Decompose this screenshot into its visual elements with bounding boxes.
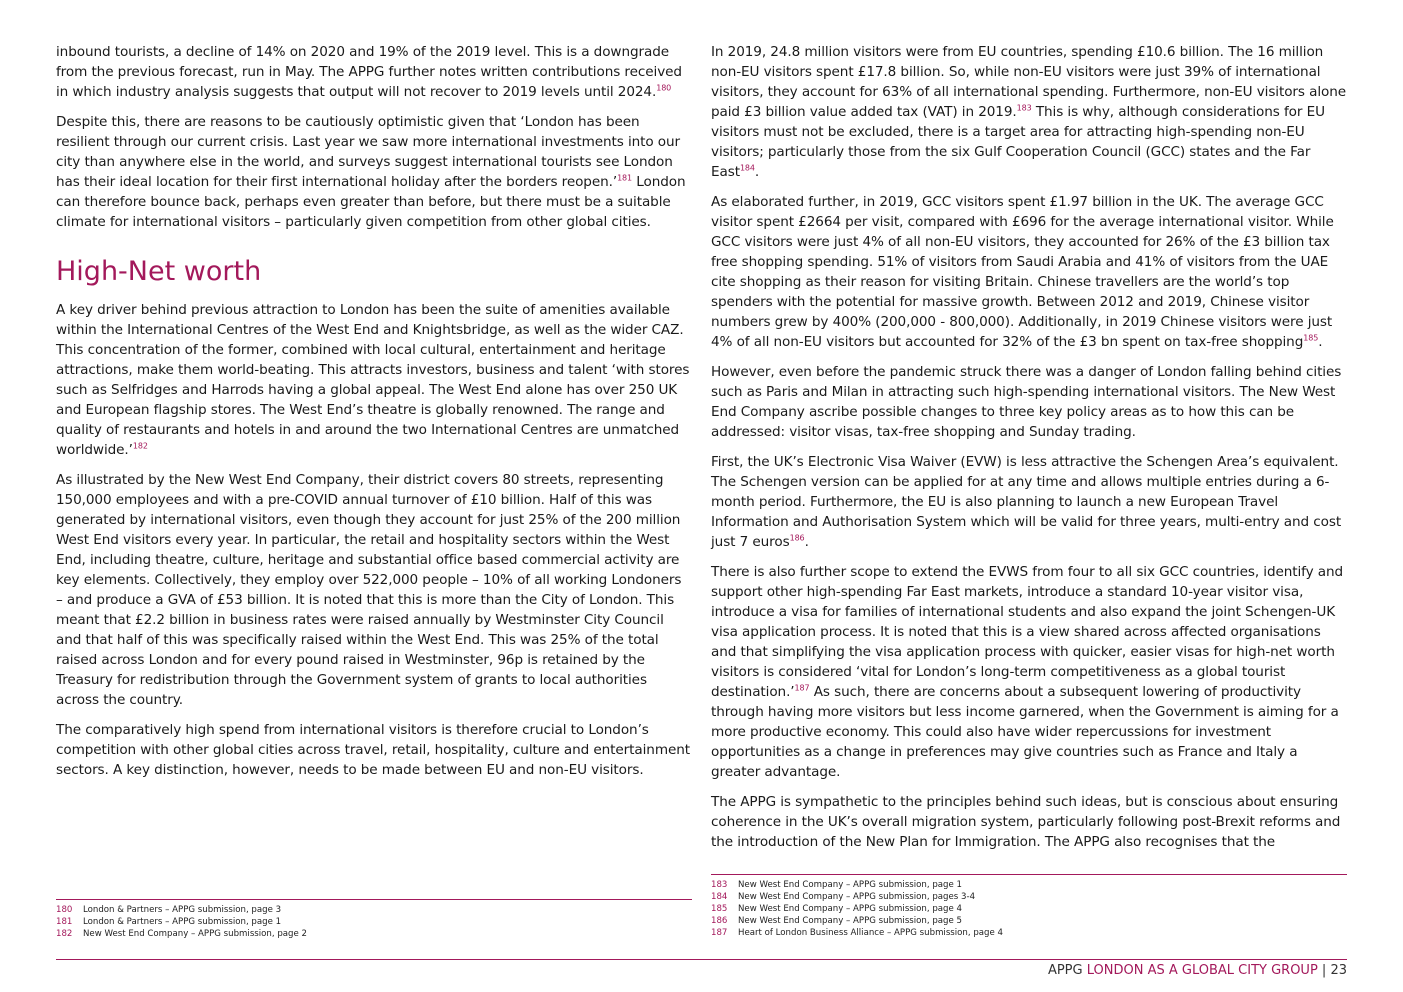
footnote-text: New West End Company – APPG submission, page 5 [738, 916, 962, 926]
footnote-ref[interactable]: 186 [789, 533, 805, 543]
footer-appg: APPG [1047, 963, 1083, 978]
footer-separator: | [1321, 963, 1327, 978]
footnote-text: New West End Company – APPG submission, page 2 [83, 929, 307, 939]
footnotes-right [711, 874, 1347, 939]
body-paragraph: As elaborated further, in 2019, GCC visitors spent £1.97 billion in the UK. The average GCC visitor spent £2664 per visit, compared with £696 for the average international visitor. While GCC visitors were just 4% of all non-EU visitors, they accounted for 26% of the £3 billion tax free shopping spending. 51% of visitors from Saudi Arabia and 41% of visitors from the UAE cite shopping as their reason for visiting Britain. Chinese travellers are the world’s top spenders with the potential for massive growth. Between 2012 and 2019, Chinese visitor numbers grew by 400% (200,000 - 800,000). Additionally, in 2019 Chinese visitors were just 4% of all non-EU visitors but accounted for 32% of the £3 bn spent on tax-free shopping$^{185}$. [711, 194, 1334, 350]
footnote-ref[interactable]: 182 [132, 441, 148, 451]
page-number: 23 [1330, 963, 1347, 978]
body-paragraph: In 2019, 24.8 million visitors were from EU countries, spending £10.6 billion. The 16 million non-EU visitors spent £17.8 billion. So, while non-EU visitors were just 39% of international visitors, they account for 63% of all international spending. Furthermore, non-EU visitors alone paid £3 billion value added tax (VAT) in 2019.$^{183}$ This is why, although considerations for EU visitors must not be excluded, there is a target area for attracting high-spending non-EU visitors; particularly those from the six Gulf Cooperation Council (GCC) states and the Far East$^{184}$. [711, 44, 1347, 180]
footnote-ref[interactable]: 187 [794, 683, 810, 693]
section-heading: High-Net worth [56, 256, 262, 287]
left-column [56, 42, 692, 790]
body-paragraph: There is also further scope to extend the EVWS from four to all six GCC countries, identify and support other high-spending Far East markets, introduce a standard 10-year visitor visa, introduce a visa for families of international students and also expand the joint Schengen-UK visa application process. It is noted that this is a view shared across affected organisations and that simplifying the visa application process with quicker, easier visas for high-net worth visitors is considered ‘vital for London’s long-term competitiveness as a global tourist destination.’$^{187}$ As such, there are concerns about a subsequent lowering of productivity through having more visitors but less income garnered, when the Government is aiming for a more productive economy. This could also have wider repercussions for investment opportunities as a change in preferences may give countries such as France and Italy a greater advantage. [711, 564, 1344, 780]
footnote [56, 904, 692, 916]
footnote-number: 184 [711, 892, 728, 902]
footnote-number: 181 [56, 917, 73, 927]
footnotes-left [56, 899, 692, 940]
footnote-number: 183 [711, 880, 728, 890]
footnote-text: London & Partners – APPG submission, page 1 [83, 917, 282, 927]
footer-divider [56, 959, 1347, 960]
footnote-text: Heart of London Business Alliance – APPG submission, page 4 [738, 928, 1003, 938]
body-paragraph: The APPG is sympathetic to the principles behind such ideas, but is conscious about ensuring coherence in the UK’s overall migration system, particularly following post-Brexit reforms and the introduction of the New Plan for Immigration. The APPG also recognises that the [711, 794, 1341, 850]
footnote-number: 187 [711, 928, 728, 938]
footnote-number: 182 [56, 929, 73, 939]
body-paragraph: First, the UK’s Electronic Visa Waiver (EVW) is less attractive the Schengen Area’s equivalent. The Schengen version can be applied for at any time and allows multiple entries during a 6-month period. Furthermore, the EU is also planning to launch a new European Travel Information and Authorisation System which will be valid for three years, multi-entry and cost just 7 euros$^{186}$. [711, 454, 1342, 550]
body-paragraph: However, even before the pandemic struck there was a danger of London falling behind cities such as Paris and Milan in attracting such high-spending international visitors. The New West End Company ascribe possible changes to three key policy areas as to how this can be addressed: visitor visas, tax-free shopping and Sunday trading. [711, 364, 1342, 440]
footnote-text: New West End Company – APPG submission, page 4 [738, 904, 962, 914]
footnote-ref[interactable]: 181 [617, 173, 633, 183]
footnote-text: New West End Company – APPG submission, page 1 [738, 880, 962, 890]
page-footer [1048, 962, 1347, 980]
footnote-number: 180 [56, 905, 73, 915]
body-paragraph: Despite this, there are reasons to be cautiously optimistic given that ‘London has been resilient through our current crisis. Last year we saw more international investments into our city than anywhere else in the world, and surveys suggest international tourists see London has their ideal location for their first international holiday after the borders reopen.’$^{181}$ London can therefore bounce back, perhaps even greater than before, but there must be a suitable climate for international visitors – particularly given competition from other global cities. [56, 114, 686, 230]
footnote [711, 927, 1347, 939]
footnote [711, 879, 1347, 891]
footnote-number: 186 [711, 916, 728, 926]
footnote [711, 915, 1347, 927]
footer-group-name: LONDON AS A GLOBAL CITY GROUP [1086, 963, 1318, 978]
right-column [711, 42, 1347, 862]
footnote-ref[interactable]: 183 [1016, 103, 1032, 113]
footnote-text: New West End Company – APPG submission, pages 3-4 [738, 892, 976, 902]
footnote [56, 928, 692, 940]
body-paragraph: The comparatively high spend from international visitors is therefore crucial to London’s competition with other global cities across travel, retail, hospitality, culture and entertainment sectors. A key distinction, however, needs to be made between EU and non-EU visitors. [56, 722, 690, 778]
body-paragraph: As illustrated by the New West End Company, their district covers 80 streets, representing 150,000 employees and with a pre-COVID annual turnover of £10 billion. Half of this was generated by international visitors, even though they account for just 25% of the 200 million West End visitors every year. In particular, the retail and hospitality sectors within the West End, including theatre, culture, heritage and substantial office based commercial activity are key elements. Collectively, they employ over 522,000 people – 10% of all working Londoners – and produce a GVA of £53 billion. It is noted that this is more than the City of London. This meant that £2.2 billion in business rates were raised annually by Westminster City Council and that half of this was specifically raised within the West End. This was 25% of the total raised across London and for every pound raised in Westminster, 96p is retained by the Treasury for redistribution through the Government system of grants to local authorities across the country. [56, 472, 682, 708]
footnote-number: 185 [711, 904, 728, 914]
footnote-ref[interactable]: 184 [739, 163, 755, 173]
footnote [711, 903, 1347, 915]
body-paragraph: A key driver behind previous attraction to London has been the suite of amenities available within the International Centres of the West End and Knightsbridge, as well as the wider CAZ. This concentration of the former, combined with local cultural, entertainment and heritage attractions, make them world-beating. This attracts investors, business and talent ‘with stores such as Selfridges and Harrods having a global appeal. The West End alone has over 250 UK and European flagship stores. The West End’s theatre is globally renowned. The range and quality of restaurants and hotels in and around the two International Centres are unmatched worldwide.’$^{182}$ [56, 302, 690, 458]
footnote [56, 916, 692, 928]
footnote-ref[interactable]: 185 [1303, 333, 1319, 343]
footnote-text: London & Partners – APPG submission, page 3 [83, 905, 282, 915]
footnote-ref[interactable]: 180 [656, 83, 672, 93]
body-paragraph: inbound tourists, a decline of 14% on 2020 and 19% of the 2019 level. This is a downgrade from the previous forecast, run in May. The APPG further notes written contributions received in which industry analysis suggests that output will not recover to 2019 levels until 2024.$^{180}$ [56, 44, 682, 100]
footnote [711, 891, 1347, 903]
